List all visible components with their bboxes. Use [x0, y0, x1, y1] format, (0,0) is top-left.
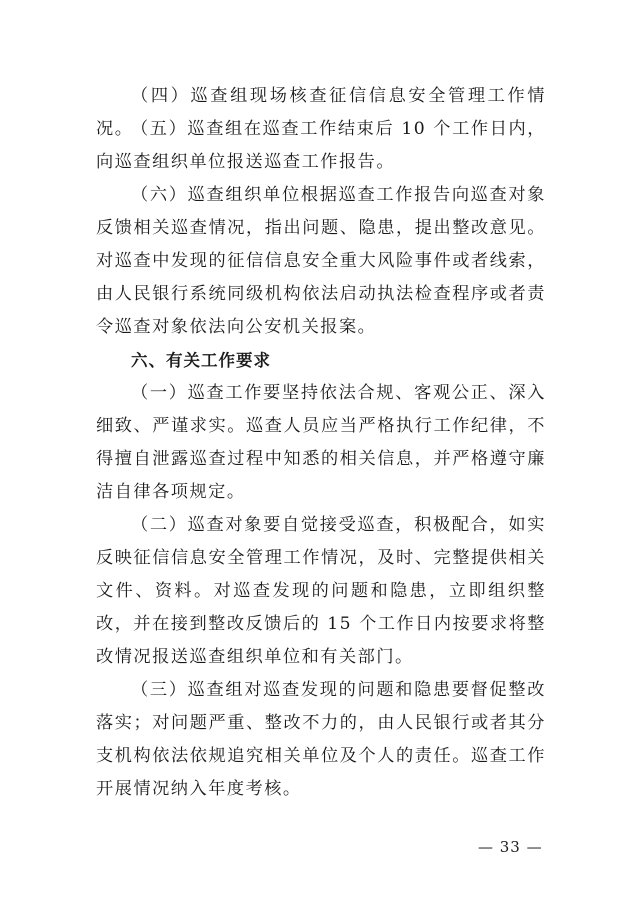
paragraph-item-5: （五）巡查组在巡查工作结束后 10 个工作日内，向巡查组织单位报送巡查工作报告。	[96, 119, 546, 172]
paragraph-item-6: （六）巡查组织单位根据巡查工作报告向巡查对象反馈相关巡查情况，指出问题、隐患，提出整改意见。对巡查中发现的征信信息安全重大风险事件或者线索，由人民银行系统同级机构依法启动执法检查程序或者责令巡查对象依法向公安机关报案。	[96, 185, 546, 337]
requirement-item-1: （一）巡查工作要坚持依法合规、客观公正、深入细致、严谨求实。巡查人员应当严格执行工作纪律，不得擅自泄露巡查过程中知悉的相关信息，并严格遵守廉洁自律各项规定。	[96, 383, 546, 502]
page-number: — 33 —	[478, 838, 543, 856]
requirement-item-3: （三）巡查组对巡查发现的问题和隐患要督促整改落实；对问题严重、整改不力的，由人民银行或者其分支机构依法依规追究相关单位及个人的责任。巡查工作开展情况纳入年度考核。	[96, 680, 546, 799]
paragraph-item-4: （四）巡查组现场核查征信信息安全管理工作情况。	[96, 86, 546, 139]
section-heading: 六、有关工作要求	[131, 351, 271, 370]
requirement-item-2: （二）巡查对象要自觉接受巡查，积极配合，如实反映征信信息安全管理工作情况，及时、完整提供相关文件、资料。对巡查发现的问题和隐患，立即组织整改，并在接到整改反馈后的 15 个工作日内按要求将整改情况报送巡查组织单位和有关部门。	[96, 515, 546, 667]
